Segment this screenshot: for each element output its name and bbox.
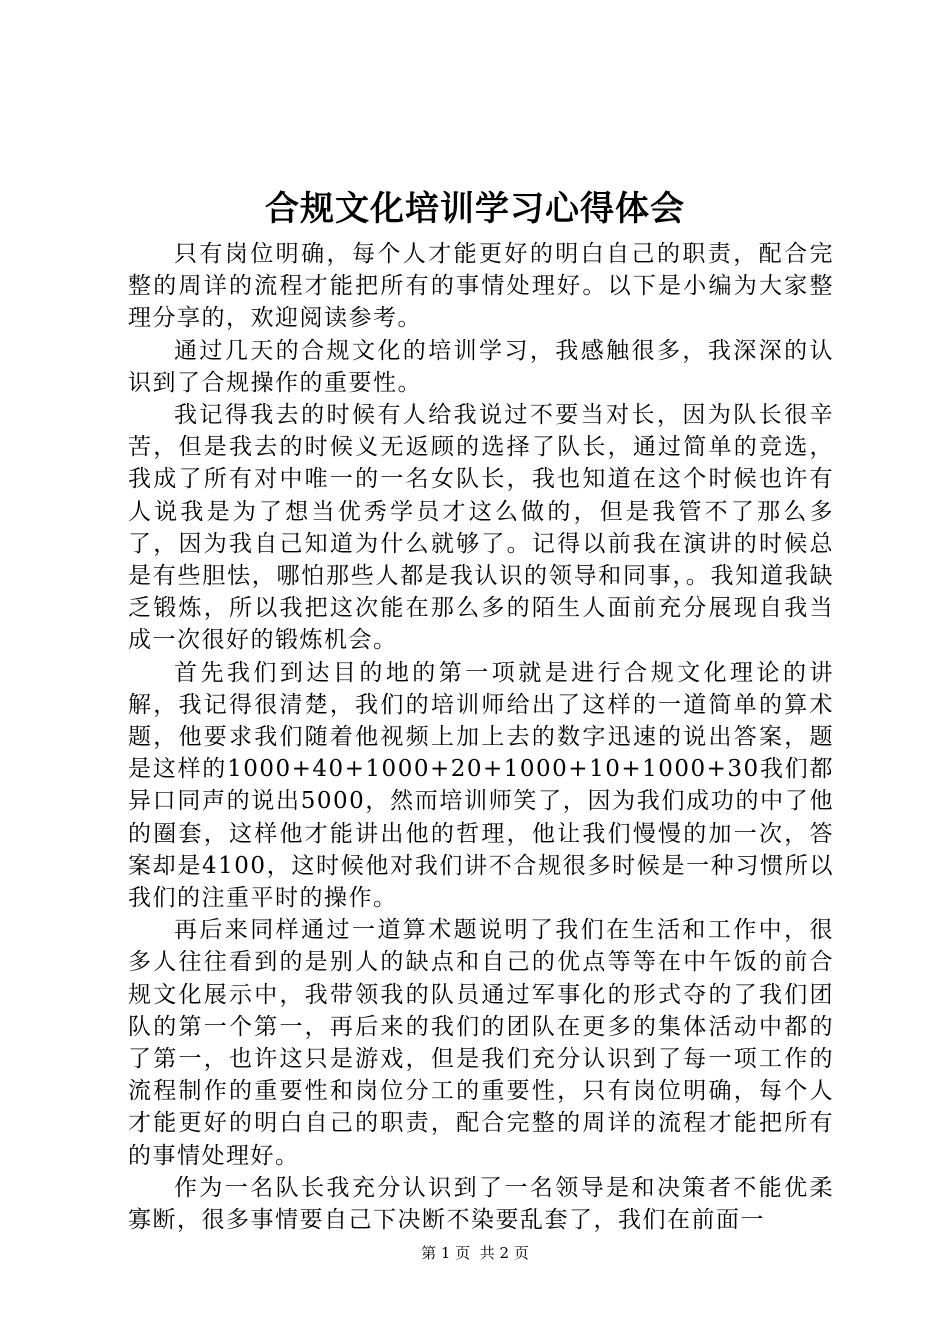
- paragraph-team-leader: 我记得我去的时候有人给我说过不要当对长，因为队长很辛苦，但是我去的时候义无返顾的选择了队长，通过简单的竞选，我成了所有对中唯一的一名女队长，我也知道在这个时候也许有人说我是为了想当优秀学员才这么做的，但是我管不了那么多了，因为我自己知道为什么就够了。记得以前我在演讲的时候总是有些胆怯，哪怕那些人都是我认识的领导和同事，。我知道我缺乏锻炼，所以我把这次能在那么多的陌生人面前充分展现自我当成一次很好的锻炼机会。: [128, 402, 834, 654]
- page-number-footer: 第 1 页 共 2 页: [421, 1244, 529, 1262]
- paragraph-leadership: 作为一名队长我充分认识到了一名领导是和决策者不能优柔寡断，很多事情要自己下决断不染要乱套了，我们在前面一: [128, 1174, 834, 1234]
- paragraph-team-activities: 再后来同样通过一道算术题说明了我们在生活和工作中，很多人往往看到的是别人的缺点和自己的优点等等在中午饭的前合规文化展示中，我带领我的队员通过军事化的形式夺的了我们团队的第一个第一，再后来的我们的团队在更多的集体活动中都的了第一，也许这只是游戏，但是我们充分认识到了每一项工作的流程制作的重要性和岗位分工的重要性，只有岗位明确，每个人才能更好的明白自己的职责，配合完整的周详的流程才能把所有的事情处理好。: [128, 917, 834, 1169]
- paragraph-intro: 只有岗位明确，每个人才能更好的明白自己的职责，配合完整的周详的流程才能把所有的事情处理好。以下是小编为大家整理分享的，欢迎阅读参考。: [128, 241, 834, 332]
- document-title: 合规文化培训学习心得体会: [265, 189, 685, 229]
- paragraph-training-feeling: 通过几天的合规文化的培训学习，我感触很多，我深深的认识到了合规操作的重要性。: [128, 337, 834, 396]
- paragraph-arithmetic-lesson: 首先我们到达目的地的第一项就是进行合规文化理论的讲解，我记得很清楚，我们的培训师给出了这样的一道简单的算术题，他要求我们随着他视频上加上去的数字迅速的说出答案，题是这样的1000+40+1000+20+1000+10+1000+30我们都异口同声的说出5000，然而培训师笑了，因为我们成功的中了他的圈套，这样他才能讲出他的哲理，他让我们慢慢的加一次，答案却是4100，这时候他对我们讲不合规很多时候是一种习惯所以我们的注重平时的操作。: [128, 659, 834, 912]
- document-body: [128, 238, 834, 1236]
